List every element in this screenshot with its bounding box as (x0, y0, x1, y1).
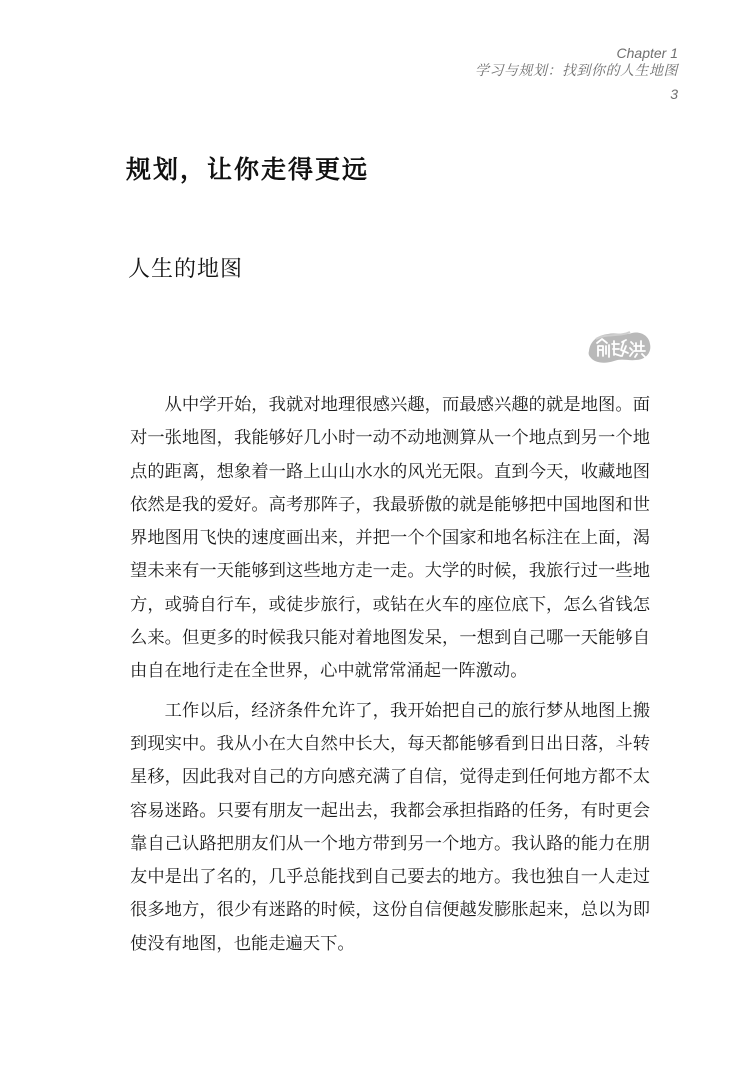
author-signature-stamp (586, 327, 652, 367)
running-header (475, 44, 678, 104)
paragraph: 工作以后，经济条件允许了，我开始把自己的旅行梦从地图上搬到现实中。我从小在大自然中长大，每天都能够看到日出日落，斗转星移，因此我对自己的方向感充满了自信，觉得走到任何地方都不太容易迷路。只要有朋友一起出去，我都会承担指路的任务，有时更会靠自己认路把朋友们从一个地方带到另一个地方。我认路的能力在朋友中是出了名的，几乎总能找到自己要去的地方。我也独自一人走过很多地方，很少有迷路的时候，这份自信便越发膨胀起来，总以为即使没有地图，也能走遍天下。 (130, 700, 650, 954)
section-title: 规划，让你走得更远 (126, 155, 370, 184)
subsection-title: 人生的地图 (128, 257, 244, 282)
page-number: 3 (670, 86, 678, 102)
body-text (130, 389, 650, 967)
paragraph: 从中学开始，我就对地理很感兴趣，而最感兴趣的就是地图。面对一张地图，我能够好几小时一动不动地测算从一个地点到另一个地点的距离，想象着一路上山山水水的风光无限。直到今天，收藏地图依然是我的爱好。高考那阵子，我最骄傲的就是能够把中国地图和世界地图用飞快的速度画出来，并把一个个国家和地名标注在上面，渴望未来有一天能够到这些地方走一走。大学的时候，我旅行过一些地方，或骑自行车，或徒步旅行，或钻在火车的座位底下，怎么省钱怎么来。但更多的时候我只能对着地图发呆，一想到自己哪一天能够自由自在地行走在全世界，心中就常常涌起一阵激动。 (130, 395, 650, 682)
chapter-subtitle: 学习与规划：找到你的人生地图 (475, 63, 678, 79)
chapter-label: Chapter 1 (616, 45, 678, 61)
